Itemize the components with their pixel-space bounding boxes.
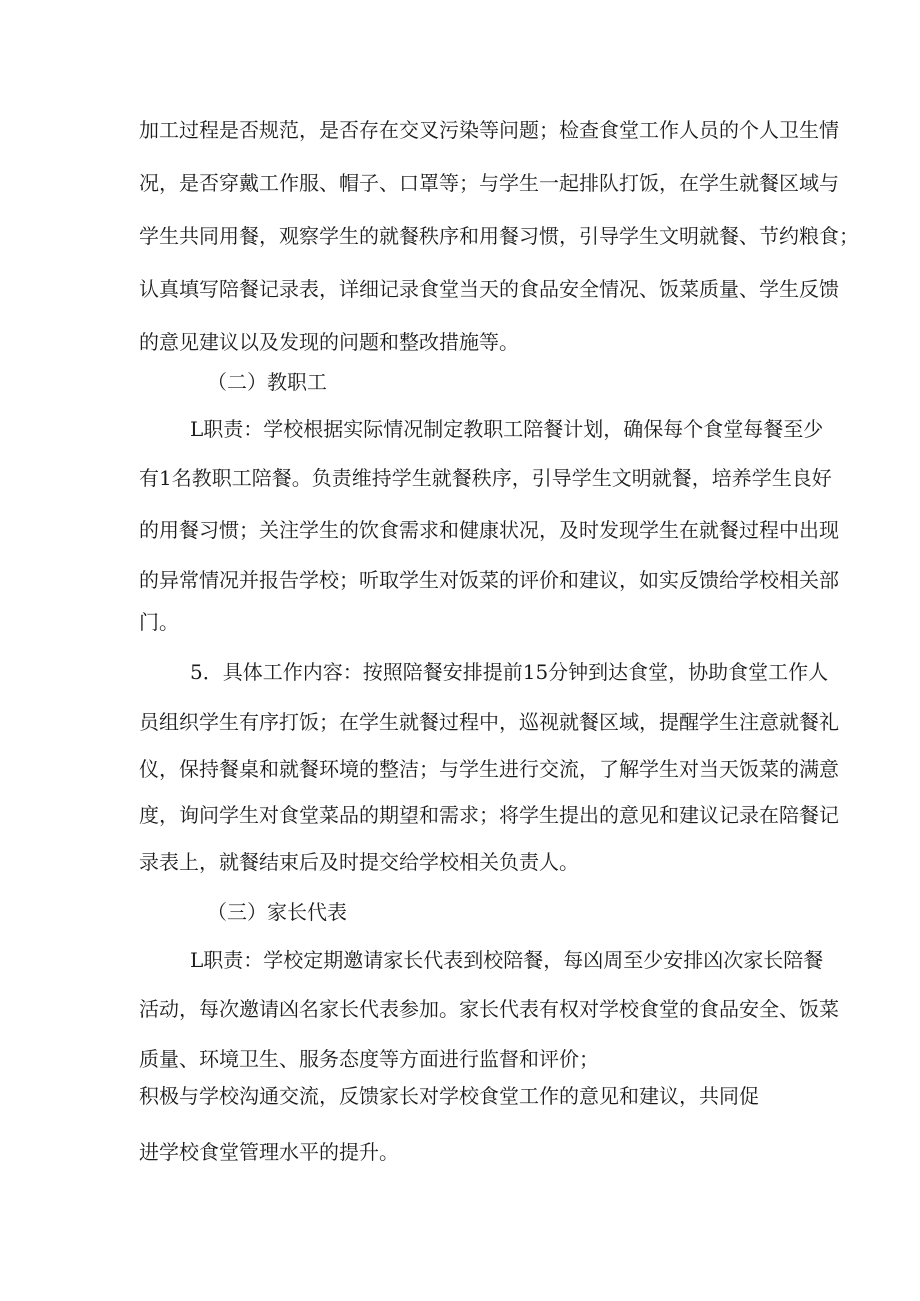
section-heading-parents: （三）家长代表 [207,900,347,924]
paragraph-line: 况，是否穿戴工作服、帽子、口罩等；与学生一起排队打饭，在学生就餐区域与 [139,171,839,195]
paragraph-line: 仪，保持餐桌和就餐环境的整洁；与学生进行交流，了解学生对当天饭菜的满意 [139,757,839,781]
paragraph-line: 的意见建议以及发现的问题和整改措施等。 [139,330,519,354]
paragraph-line: L职责：学校定期邀请家长代表到校陪餐，每凶周至少安排凶次家长陪餐 [190,948,824,972]
paragraph-line: 认真填写陪餐记录表，详细记录食堂当天的食品安全情况、饭菜质量、学生反馈 [139,277,839,301]
paragraph-line: 的异常情况并报告学校；听取学生对饭菜的评价和建议，如实反馈给学校相关部 [139,568,839,592]
paragraph-line: 积极与学校沟通交流，反馈家长对学校食堂工作的意见和建议，共同促 [139,1084,759,1108]
paragraph-line: 有1名教职工陪餐。负责维持学生就餐秩序，引导学生文明就餐，培养学生良好 [139,466,832,490]
paragraph-line: 进学校食堂管理水平的提升。 [139,1140,399,1164]
paragraph-line: 5．具体工作内容：按照陪餐安排提前15分钟到达食堂，协助食堂工作人 [190,660,829,684]
paragraph-line: 加工过程是否规范，是否存在交叉污染等问题；检查食堂工作人员的个人卫生情 [139,118,839,142]
paragraph-line: L职责：学校根据实际情况制定教职工陪餐计划，确保每个食堂每餐至少 [190,417,824,441]
paragraph-line: 活动，每次邀请凶名家长代表参加。家长代表有权对学校食堂的食品安全、饭菜 [139,997,839,1021]
paragraph-line: 质量、环境卫生、服务态度等方面进行监督和评价； [139,1047,599,1071]
section-heading-staff: （二）教职工 [207,370,327,394]
paragraph-line: 的用餐习惯；关注学生的饮食需求和健康状况，及时发现学生在就餐过程中出现 [139,518,839,542]
paragraph-line: 度，询问学生对食堂菜品的期望和需求；将学生提出的意见和建议记录在陪餐记 [139,803,839,827]
paragraph-line: 员组织学生有序打饭；在学生就餐过程中，巡视就餐区域，提醒学生注意就餐礼 [139,710,839,734]
paragraph-line: 录表上，就餐结束后及时提交给学校相关负责人。 [139,850,579,874]
paragraph-line: 门。 [139,610,179,634]
paragraph-line: 学生共同用餐，观察学生的就餐秩序和用餐习惯，引导学生文明就餐、节约粮食； [139,224,859,248]
